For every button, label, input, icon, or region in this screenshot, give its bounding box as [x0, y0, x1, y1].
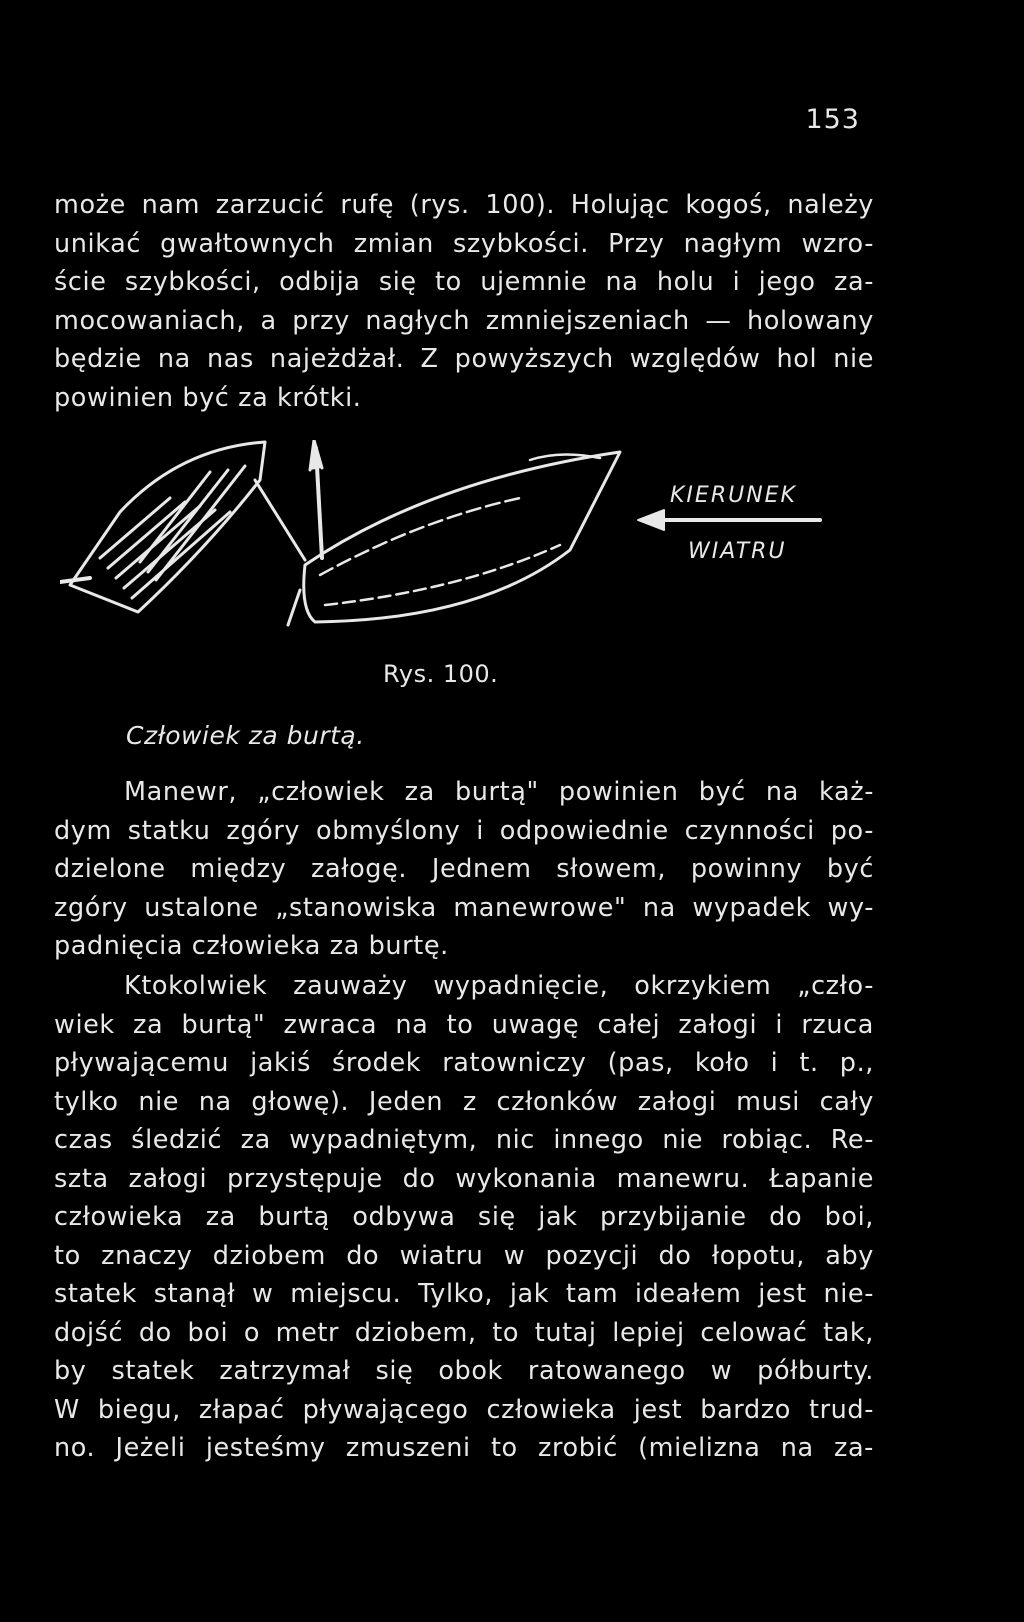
- paragraph-manoeuvre: [54, 773, 874, 966]
- section-heading: Człowiek za burtą.: [126, 721, 365, 750]
- text-line: wiek za burtą" zwraca na to uwagę całej załogi i rzuca: [54, 1009, 874, 1040]
- text-line: padnięcia człowieka za burtę.: [54, 931, 449, 961]
- up-arrow-icon: [310, 440, 322, 558]
- wind-label-top: KIERUNEK: [670, 483, 797, 508]
- towing-diagram: [60, 440, 880, 670]
- tow-line: [255, 480, 305, 560]
- figure-caption: Rys. 100.: [383, 660, 499, 688]
- text-line: dym statku zgóry obmyślony i odpowiednie czynności po-: [54, 815, 874, 846]
- text-line: dojść do boi o metr dziobem, to tutaj lepiej celować tak,: [54, 1317, 874, 1348]
- towed-boat: [288, 452, 620, 625]
- paragraph-towing: [54, 186, 874, 417]
- page-number: 153: [805, 104, 860, 135]
- text-line: statek stanął w miejscu. Tylko, jak tam ideałem jest nie-: [54, 1279, 874, 1309]
- towing-boat: [60, 442, 265, 612]
- text-line: no. Jeżeli jesteśmy zmuszeni to zrobić (mielizna na za-: [54, 1433, 874, 1463]
- text-line: zgóry ustalone „stanowiska manewrowe" na wypadek wy-: [54, 892, 874, 923]
- text-line: człowieka za burtą odbywa się jak przybijanie do boi,: [54, 1202, 874, 1232]
- wind-label-bottom: WIATRU: [688, 539, 787, 564]
- text-line: powinien być za krótki.: [54, 382, 362, 413]
- left-arrow-icon: [638, 510, 820, 530]
- text-line: czas śledzić za wypadniętym, nic innego nie robiąc. Re-: [54, 1125, 874, 1155]
- text-line: będzie na nas najeżdżał. Z powyższych względów hol nie: [54, 344, 874, 374]
- text-line: to znaczy dziobem do wiatru w pozycji do łopotu, aby: [54, 1240, 874, 1271]
- figure-towing-diagram: [60, 440, 880, 670]
- text-line: Manewr, „człowiek za burtą" powinien być na każ-: [124, 777, 874, 807]
- text-line: mocowaniach, a przy nagłych zmniejszeniach — holowany: [54, 305, 874, 336]
- text-line: unikać gwałtownych zmian szybkości. Przy nagłym wzro-: [54, 228, 874, 259]
- text-line: pływającemu jakiś środek ratowniczy (pas, koło i t. p.,: [54, 1048, 874, 1078]
- paragraph-rescue: [54, 967, 874, 1468]
- text-line: może nam zarzucić rufę (rys. 100). Holując kogoś, należy: [54, 190, 874, 220]
- text-line: dzielone między załogę. Jednem słowem, powinny być: [54, 854, 874, 884]
- text-line: ście szybkości, odbija się to ujemnie na holu i jego za-: [54, 267, 874, 297]
- text-line: Ktokolwiek zauważy wypadnięcie, okrzykiem „czło-: [124, 971, 874, 1001]
- text-line: W biegu, złapać pływającego człowieka jest bardzo trud-: [54, 1394, 874, 1425]
- text-line: tylko nie na głowę). Jeden z członków załogi musi cały: [54, 1086, 874, 1117]
- text-line: szta załogi przystępuje do wykonania manewru. Łapanie: [54, 1163, 874, 1194]
- text-line: by statek zatrzymał się obok ratowanego w półburty.: [54, 1356, 874, 1386]
